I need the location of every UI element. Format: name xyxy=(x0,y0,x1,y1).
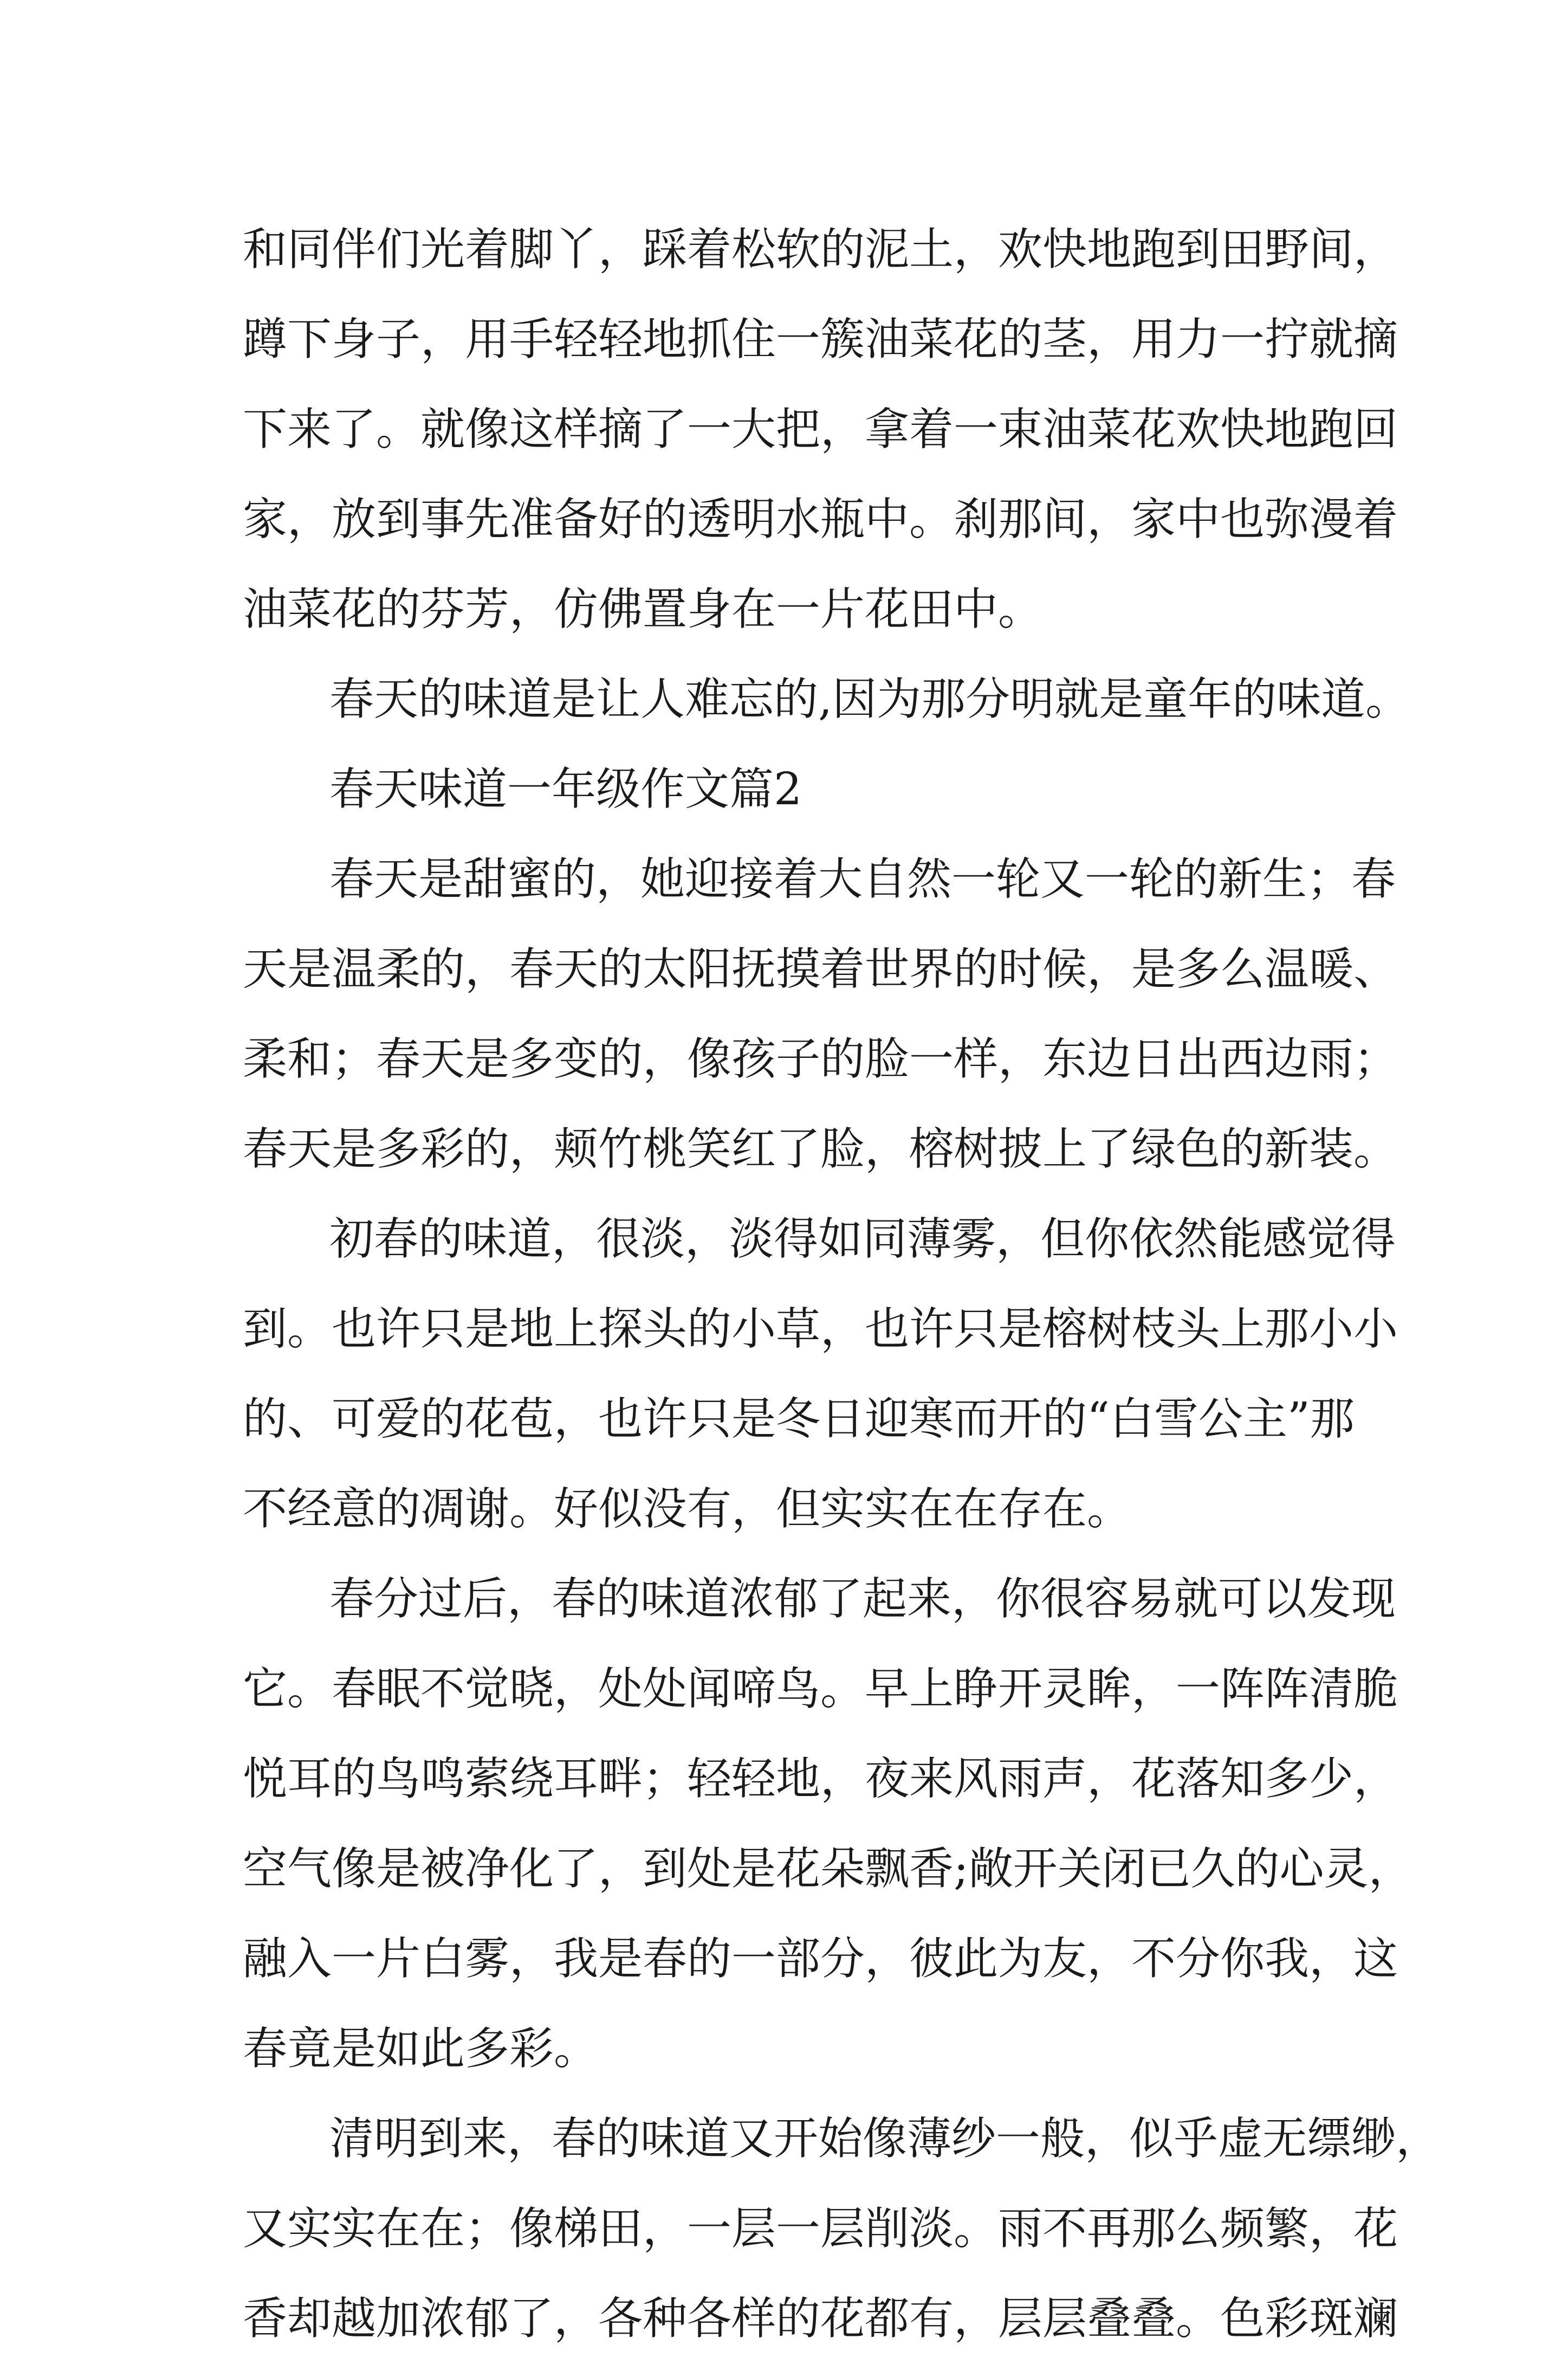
text-line: 油菜花的芬芳，仿佛置身在一片花田中。 xyxy=(243,584,1043,635)
text-line: 春天的味道是让人难忘的,因为那分明就是童年的味道。 xyxy=(329,674,1410,725)
text-line: 和同伴们光着脚丫，踩着松软的泥土，欢快地跑到田野间， xyxy=(243,224,1398,275)
text-line: 的、可爱的花苞，也许只是冬日迎寒而开的“白雪公主”那 xyxy=(243,1393,1355,1445)
text-line: 蹲下身子，用手轻轻地抓住一簇油菜花的茎，用力一拧就摘 xyxy=(243,314,1398,365)
text-line: 春分过后，春的味道浓郁了起来，你很容易就可以发现 xyxy=(329,1573,1396,1625)
text-line: 初春的味道，很淡，淡得如同薄雾，但你依然能感觉得 xyxy=(329,1213,1396,1265)
text-line: 它。春眠不觉晓，处处闻啼鸟。早上睁开灵眸，一阵阵清脆 xyxy=(243,1663,1398,1715)
text-line: 春天是甜蜜的，她迎接着大自然一轮又一轮的新生；春 xyxy=(329,854,1396,905)
text-line: 又实实在在；像梯田，一层一层削淡。雨不再那么频繁，花 xyxy=(243,2203,1398,2255)
essay-body xyxy=(243,205,1441,2364)
text-line: 天是温柔的，春天的太阳抚摸着世界的时候，是多么温暖、 xyxy=(243,944,1398,995)
text-line: 清明到来，春的味道又开始像薄纱一般，似乎虚无缥缈， xyxy=(329,2113,1441,2165)
text-line: 春天是多彩的，颊竹桃笑红了脸，榕树披上了绿色的新装。 xyxy=(243,1123,1398,1175)
text-line: 空气像是被净化了，到处是花朵飘香;敞开关闭已久的心灵， xyxy=(243,1843,1413,1895)
text-line: 柔和；春天是多变的，像孩子的脸一样，东边日出西边雨； xyxy=(243,1034,1398,1085)
text-line: 家，放到事先准备好的透明水瓶中。刹那间，家中也弥漫着 xyxy=(243,494,1398,545)
section-heading: 春天味道一年级作文篇2 xyxy=(329,764,802,815)
text-line: 春竟是如此多彩。 xyxy=(243,2023,599,2075)
text-line: 悦耳的鸟鸣萦绕耳畔；轻轻地，夜来风雨声，花落知多少， xyxy=(243,1753,1398,1805)
text-line: 到。也许只是地上探头的小草，也许只是榕树枝头上那小小 xyxy=(243,1303,1398,1355)
text-line: 下来了。就像这样摘了一大把，拿着一束油菜花欢快地跑回 xyxy=(243,404,1398,455)
text-line: 香却越加浓郁了，各种各样的花都有，层层叠叠。色彩斑斓 xyxy=(243,2293,1398,2344)
text-line: 融入一片白雾，我是春的一部分，彼此为友，不分你我，这 xyxy=(243,1933,1398,1985)
text-line: 不经意的凋谢。好似没有，但实实在在存在。 xyxy=(243,1483,1132,1535)
